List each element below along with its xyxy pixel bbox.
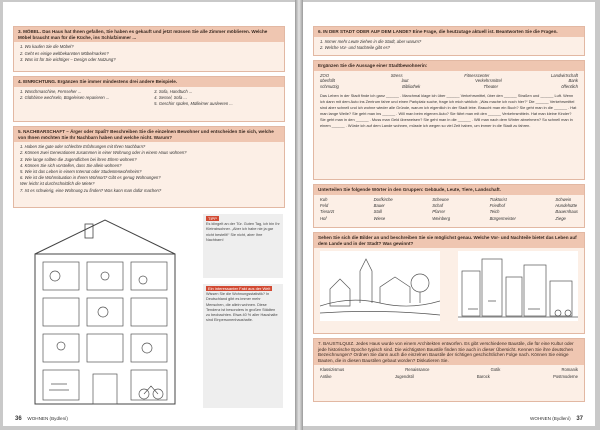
question: 5. Wie ist das Leben in einem Internat oder Studentenwohnheim?	[20, 169, 142, 174]
sort-words-grid: Kuh Feld Tierarzt Hof Dorfkirche Bauer Stall Wiese Scheune Schaf Pfarrer Weinberg Traktorist Friedhof Teich Bürgermeister Schwein Hundehütte Bauernhaus Ziege	[320, 196, 578, 221]
question: 1. Immer mehr Leute ziehen in die Stadt, aber warum?	[320, 38, 422, 44]
exercise-4-content	[14, 87, 284, 110]
list-item: 5. Geschirr spülen, Mülleimer ausleeren ...	[154, 101, 233, 107]
exercise-4-box	[13, 76, 285, 122]
question: 2. Welche Vor- und Nachteile gibt es?	[320, 45, 390, 50]
info-box	[203, 284, 283, 408]
question: 3. Was ist für Sie wichtiger – Design oder Nutzung?	[20, 57, 116, 62]
exercise-3-box	[13, 26, 285, 72]
right-page	[303, 2, 595, 426]
exercise-5-header: 5. NACHBARSCHAFT – Ärger oder Spaß? Beschreiben Sie die einzelnen Bewohner und entscheiden Sie sich, welche von Ihnen möchten Sie Ihr Nachbarn haben und welche nicht. Warum?	[14, 127, 284, 142]
exercise-5-questions	[14, 142, 284, 196]
footer-title: WOHNEN (Bydlení)	[27, 416, 68, 421]
list-item: 1. Waschmaschine, Fernseher ...	[20, 88, 82, 94]
footer-left	[15, 416, 68, 422]
footer-right	[530, 416, 583, 422]
info-tag: Ein interessanter Fakt aus der Welt	[208, 286, 271, 291]
exercise-3-header: 3. MÖBEL. Das Haus hat Ihnen gefallen, Sie haben es gekauft und jetzt müssen Sie alle Zimmer möblieren. Welche Möbel braucht man für die Küche, ins Schlafzimmer ...	[14, 27, 284, 42]
exercise-6-header: 6. IN DER STADT ODER AUF DEM LANDE? Eine Frage, die heutzutage aktuell ist. Beantworten Sie die Fragen.	[314, 27, 584, 37]
book-gutter	[295, 0, 303, 430]
page-number: 36	[15, 416, 22, 422]
city-illustration	[458, 251, 578, 321]
question: 1. Wo kaufen Sie die Möbel?	[20, 44, 74, 50]
question: 2. Können zwei Generationen zusammen in einer Wohnung oder in einem Haus wohnen?	[20, 150, 187, 156]
exercise-3-questions	[14, 42, 284, 65]
village-illustration	[320, 251, 440, 321]
sort-words-header: Unterteilen Sie folgende Wörter in den Gruppen: Gebäude, Leute, Tiere, Landschaft.	[314, 185, 584, 195]
footer-title: WOHNEN (Bydlení)	[530, 416, 571, 421]
question: 7. Ist es schwierig, eine Wohnung zu finden? Was kann man dafür machen?	[20, 187, 162, 193]
page-number: 37	[576, 416, 583, 422]
style-list: Klassizismus Renaissance Gotik Romanik Antike Jugendstil Barock Postmoderne	[320, 367, 578, 379]
exercise-6-questions	[314, 37, 584, 54]
tip-text: Es klingelt an der Tür. Guten Tag, ich bin Ihr Kleinstwohner. „Aber ich habe nie ja gar nicht bestellt!“ Sie nicht, aber Ihre Nachbarn!	[206, 222, 280, 242]
info-text: Wissen Sie die Wohnungsstatistik? In Deutschland gibt es immer mehr Menschen, die allein wohnen. Diese Tendenz ist besonders in großen Städten zu beobachten. Etwa 40 % aller Haushalte sind Einpersonenhaushalte.	[206, 292, 278, 323]
question: 6. Wie ist die Wohnsituation in Ihrem Wohnort? Gibt es genug Wohnungen?	[20, 175, 161, 181]
question: 3. Wie lange sollten die Jugendlichen bei ihren Eltern wohnen?	[20, 156, 137, 162]
pictures-box	[313, 232, 585, 334]
apartment-building-illustration	[15, 214, 195, 410]
question: 2. Geht es einige weltbekannten Möbelmarken?	[20, 50, 109, 56]
list-item: 3. Sofa, Handtuch ...	[154, 88, 193, 94]
question: Wer leicht ist durchschnittlich die Miete?	[20, 181, 95, 187]
question: 4. Können Sie sich vorstellen, dass Sie allein wohnen?	[20, 162, 122, 168]
list-item: 4. Sessel, Sofa ...	[154, 95, 187, 100]
exercise-6-box	[313, 26, 585, 56]
gap-fill-text: Das Leben in der Stadt finde ich ganz ______ . Manchmal klage ich über ______ Verkehrsmittel, über den ______ Straßen und ______ Luft. Wenn ich dann mit dem Auto ins Zentrum fahre und einen Parkplatz suche, frage ich mich wirklich: „Was mache ich noch hier?“ Die ______ Verkehrsmittel sind aber schnell und ich wohne wieder alle Gründe, warum ich eigentlich in der Stadt lebe. Braucht man ein Buch? Sie geht man in die ______ . Hat man lange Weile? Sie geht man ins ______ . Will man beim eigenen Auto? Sie fährt man mit den ______ Verkehrsmitteln. Hat man kleine Kinder? Sie geht man in den ______ . Muss man Geld überweisen? Sie geht man in die ______ . Will man nach dem Winter abnehmen? So schnell man in einem ______ . Würde ich auf dem Lande wohnen, müsste ich wegen so viel Zeit haben, um immer in die Stadt zu fahren.	[320, 93, 577, 129]
question: 1. Haben Sie gute oder schlechte Erfahrungen mit Ihren Nachbarn?	[20, 144, 146, 150]
city-text-box	[313, 60, 585, 180]
tip-tag: TIPP	[208, 216, 217, 221]
exercise-5-box	[13, 126, 285, 208]
word-bank-header: Ergänzen Sie die Aussage einer Stadtbewohnerin:	[314, 61, 584, 71]
exercise-7-header: 7. BAUSTILQUIZ. Jedes Haus wurde von einem Architekten entworfen. Es gibt verschiedene Baustile, die für eine Kultur oder jede historische Epoche typisch sind. Die wichtigsten Baustile finden Sie auch in dieser Übersicht. Kennen Sie ihre deutschen Bezeichnungen? Ordnen Sie dann auch die einzelnen Baustile der richtigen geschichtlichen Folge nach. Können Sie einige Bauten, die in diesen Baustilen gebaut worden? Diskutieren Sie.	[314, 339, 584, 365]
pictures-header: Sehen Sie sich die Bilder an und beschreiben Sie sie möglichst genau. Welche Vor- und Nachteile bietet das Leben auf dem Lande und in der Stadt? Was gewinnt?	[314, 233, 584, 248]
list-item: 2. Glühbirne wechseln, Bügeleisen reparieren ...	[20, 95, 110, 100]
exercise-4-header: 4. EINRICHTUNG. Ergänzen Sie immer mindestens drei andere Beispiele.	[14, 77, 284, 87]
sort-words-box	[313, 184, 585, 228]
tip-box	[203, 214, 283, 278]
exercise-7-box	[313, 338, 585, 402]
left-page	[3, 2, 295, 426]
word-bank: ZOO Stress Fitnesscenter Landwirtschaft überfüllt laut Verkehrsmittel Bank schmutzig Bibliothek Theater öffentlich	[320, 72, 578, 89]
